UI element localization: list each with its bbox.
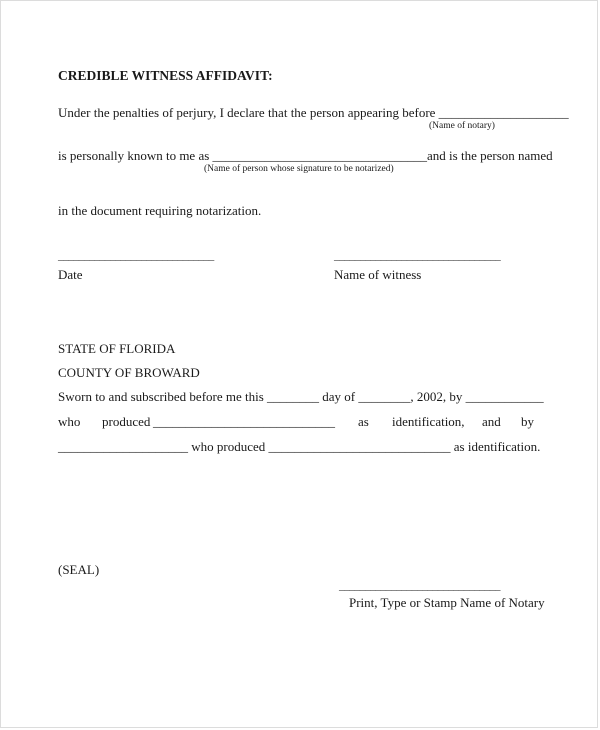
sworn-statement: Sworn to and subscribed before me this ________ day of ________, 2002, by ____________ — [58, 389, 544, 404]
signer-name-caption: (Name of person whose signature to be notarized) — [204, 164, 394, 174]
document-title: CREDIBLE WITNESS AFFIDAVIT: — [58, 68, 273, 83]
witness-signature-line: ________________________________ — [334, 250, 501, 262]
notarization-document-text: in the document requiring notarization. — [58, 203, 262, 218]
state-line: STATE OF FLORIDA — [58, 341, 176, 356]
notary-name-caption: (Name of notary) — [429, 121, 495, 131]
by-word: by — [521, 414, 534, 429]
second-identification-line: ____________________ who produced ____________________________ as identification. — [58, 439, 541, 454]
produced-word: produced — [102, 414, 151, 429]
and-word: and — [482, 414, 501, 429]
perjury-declaration-text: Under the penalties of perjury, I declare that the person appearing before ____________________ — [58, 105, 569, 120]
who-word: who — [58, 414, 81, 429]
date-label: Date — [58, 267, 83, 282]
seal-label: (SEAL) — [58, 562, 100, 577]
as-word: as — [358, 414, 369, 429]
date-signature-line: ______________________________ — [58, 250, 215, 262]
notary-name-label: Print, Type or Stamp Name of Notary — [349, 595, 545, 610]
identification-word: identification, — [392, 414, 465, 429]
county-line: COUNTY OF BROWARD — [58, 365, 200, 380]
produced-blank: ____________________________ — [153, 414, 335, 429]
personally-known-text: is personally known to me as _________________________________and is the person named — [58, 148, 553, 163]
witness-label: Name of witness — [334, 267, 422, 282]
notary-signature-line: _______________________________ — [339, 580, 501, 592]
